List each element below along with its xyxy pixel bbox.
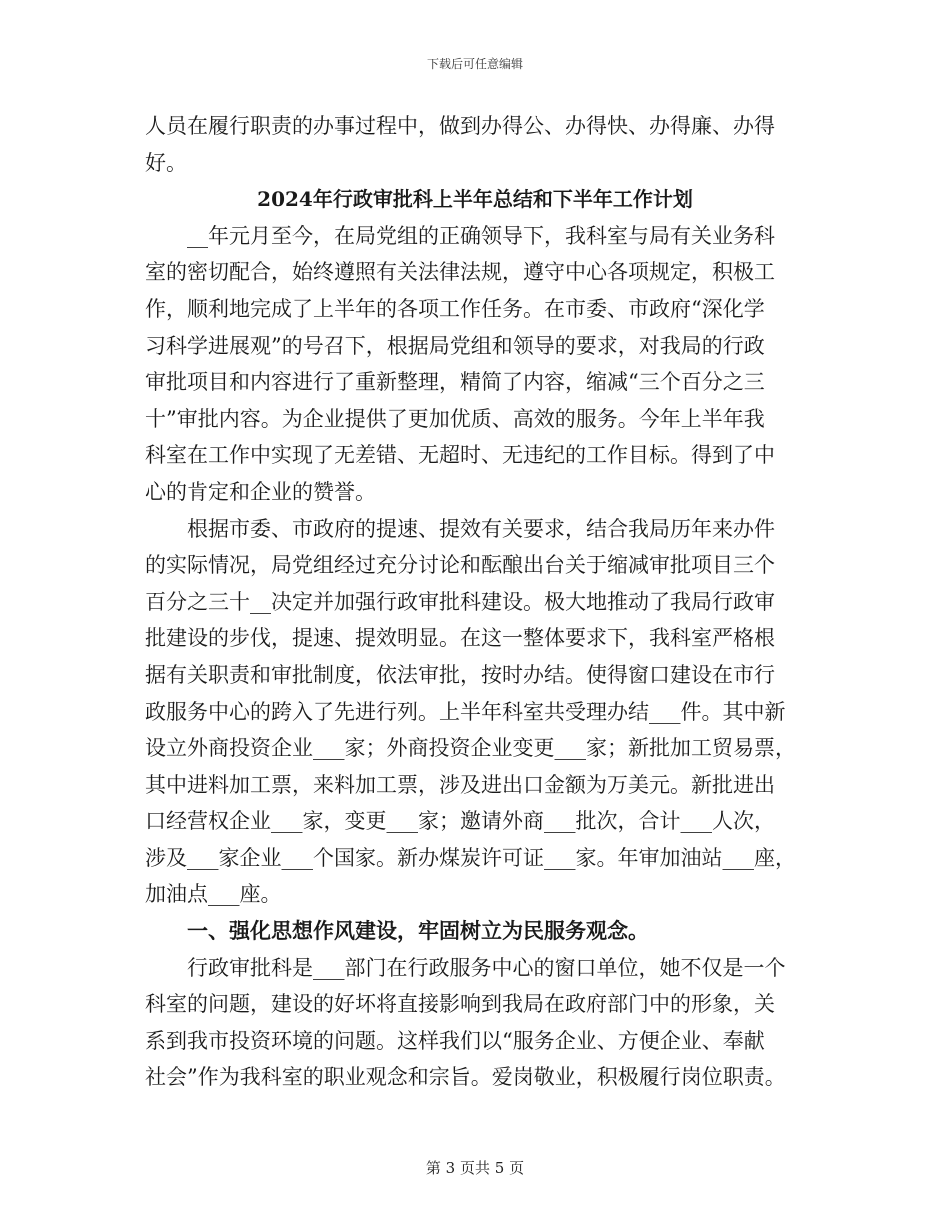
paragraph-line: 室的密切配合，始终遵照有关法律法规，遵守中心各项规定，积极工 <box>145 260 775 285</box>
paragraph-line: 加油点___座。 <box>145 882 282 907</box>
text-line: 好。 <box>145 150 187 175</box>
paragraph-line: 社会”作为我科室的职业观念和宗旨。爱岗敬业，积极履行岗位职责。 <box>145 1065 786 1090</box>
paragraph-line: 据有关职责和审批制度，依法审批，按时办结。使得窗口建设在市行 <box>145 662 775 687</box>
paragraph-line: 科室在工作中实现了无差错、无超时、无违纪的工作目标。得到了中 <box>145 443 775 468</box>
paragraph-line: 政服务中心的跨入了先进行列。上半年科室共受理办结___件。其中新 <box>145 699 786 724</box>
page-footer: 第 3 页共 5 页 <box>425 1159 525 1177</box>
paragraph-line: 的实际情况，局党组经过充分讨论和酝酿出台关于缩减审批项目三个 <box>145 553 775 578</box>
document-title: 2024年行政审批科上半年总结和下半年工作计划 <box>257 187 693 212</box>
paragraph-line: 习科学进展观”的号召下，根据局党组和领导的要求，对我局的行政 <box>145 333 765 358</box>
paragraph-line: 十”审批内容。为企业提供了更加优质、高效的服务。今年上半年我 <box>145 406 765 431</box>
paragraph-line: 作，顺利地完成了上半年的各项工作任务。在市委、市政府“深化学 <box>145 296 765 321</box>
page-header: 下载后可任意编辑 <box>426 57 523 71</box>
document-body <box>145 108 805 1096</box>
paragraph-line: 科室的问题，建设的好坏将直接影响到我局在政府部门中的形象，关 <box>145 992 775 1017</box>
paragraph-line: 设立外商投资企业___家；外商投资企业变更___家；新批加工贸易票， <box>145 736 796 761</box>
paragraph-line: 其中进料加工票，来料加工票，涉及进出口金额为万美元。新批进出 <box>145 772 775 797</box>
paragraph-line: 口经营权企业___家，变更___家；邀请外商___批次，合计___人次， <box>145 809 775 834</box>
paragraph-line: 根据市委、市政府的提速、提效有关要求，结合我局历年来办件 <box>187 516 775 541</box>
paragraph-line: 系到我市投资环境的问题。这样我们以“服务企业、方便企业、奉献 <box>145 1028 765 1053</box>
paragraph-line: 百分之三十__决定并加强行政审批科建设。极大地推动了我局行政审 <box>145 589 775 614</box>
text-line: 人员在履行职责的办事过程中，做到办得公、办得快、办得廉、办得 <box>145 114 775 138</box>
section-heading: 一、强化思想作风建设，牢固树立为民服务观念。 <box>187 918 649 944</box>
paragraph-line: 审批项目和内容进行了重新整理，精简了内容，缩减“三个百分之三 <box>145 370 765 395</box>
paragraph-line: 心的肯定和企业的赞誉。 <box>145 479 376 504</box>
paragraph-line: 涉及___家企业___个国家。新办煤炭许可证___家。年审加油站___座， <box>145 845 796 870</box>
paragraph-line: 批建设的步伐，提速、提效明显。在这一整体要求下，我科室严格根 <box>145 626 775 651</box>
paragraph-line: __年元月至今，在局党组的正确领导下，我科室与局有关业务科 <box>187 223 775 248</box>
paragraph-line: 行政审批科是___部门在行政服务中心的窗口单位，她不仅是一个 <box>187 955 786 980</box>
